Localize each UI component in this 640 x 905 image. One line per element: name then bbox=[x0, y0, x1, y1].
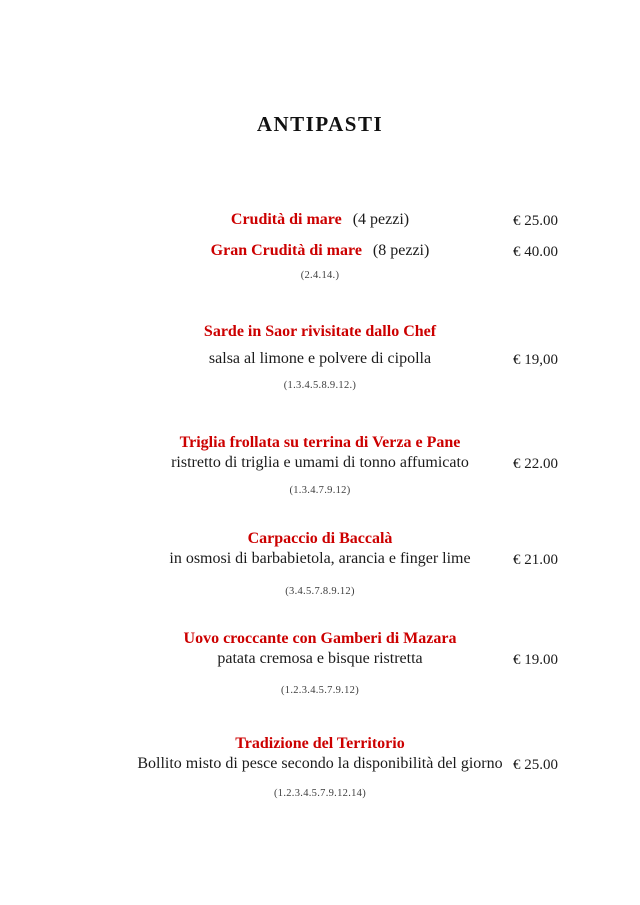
dish-description: ristretto di triglia e umami di tonno affumicato bbox=[171, 454, 469, 471]
dish-name-row bbox=[0, 322, 640, 342]
allergen-codes: (1.3.4.5.8.9.12.) bbox=[283, 380, 357, 391]
dish-price: € 19.00 bbox=[513, 652, 558, 668]
dish-name-row bbox=[0, 629, 640, 649]
dish-description-row bbox=[0, 349, 640, 369]
allergen-codes: (1.2.3.4.5.7.9.12) bbox=[280, 685, 360, 696]
allergen-codes: (3.4.5.7.8.9.12) bbox=[285, 586, 355, 597]
dish-description: in osmosi di barbabietola, arancia e finger lime bbox=[169, 550, 471, 567]
allergen-codes: (2.4.14.) bbox=[300, 270, 340, 281]
menu-item-sarde-in-saor bbox=[0, 322, 640, 392]
menu-item-uovo-croccante bbox=[0, 629, 640, 697]
dish-name: Tradizione del Territorio bbox=[235, 735, 405, 752]
dish-name: Gran Crudità di mare bbox=[210, 242, 362, 259]
dish-description-row bbox=[0, 649, 640, 669]
dish-price: € 25.00 bbox=[513, 213, 558, 229]
menu-item-gran-crudita bbox=[0, 241, 640, 261]
dish-description: Bollito misto di pesce secondo la disponibilità del giorno bbox=[137, 755, 503, 772]
dish-price: € 19,00 bbox=[513, 352, 558, 368]
dish-price: € 21.00 bbox=[513, 552, 558, 568]
dish-portion-note: (8 pezzi) bbox=[372, 242, 430, 259]
dish-name: Carpaccio di Baccalà bbox=[247, 530, 393, 547]
dish-name: Triglia frollata su terrina di Verza e Pane bbox=[179, 434, 461, 451]
menu-item-crudita-di-mare bbox=[0, 210, 640, 230]
menu-item-carpaccio-baccala bbox=[0, 529, 640, 598]
dish-price: € 22.00 bbox=[513, 456, 558, 472]
dish-price: € 40.00 bbox=[513, 244, 558, 260]
menu-section-crudita bbox=[0, 210, 640, 282]
dish-name: Uovo croccante con Gamberi di Mazara bbox=[183, 630, 457, 647]
dish-description: patata cremosa e bisque ristretta bbox=[217, 650, 423, 667]
dish-description: salsa al limone e polvere di cipolla bbox=[208, 350, 432, 367]
dish-price: € 25.00 bbox=[513, 757, 558, 773]
dish-description-row bbox=[0, 754, 640, 774]
menu-item-tradizione-territorio bbox=[0, 734, 640, 800]
dish-name-row bbox=[0, 529, 640, 549]
dish-name: Crudità di mare bbox=[230, 211, 342, 228]
dish-description-row bbox=[0, 453, 640, 473]
dish-name: Sarde in Saor rivisitate dallo Chef bbox=[203, 323, 437, 340]
dish-portion-note: (4 pezzi) bbox=[352, 211, 410, 228]
dish-description-row bbox=[0, 549, 640, 569]
page-title: ANTIPASTI bbox=[256, 112, 384, 136]
dish-name-row bbox=[0, 734, 640, 754]
allergen-codes: (1.3.4.7.9.12) bbox=[289, 485, 351, 496]
menu-item-triglia-frollata bbox=[0, 433, 640, 497]
dish-name-row bbox=[0, 433, 640, 453]
allergen-codes: (1.2.3.4.5.7.9.12.14) bbox=[273, 788, 367, 799]
